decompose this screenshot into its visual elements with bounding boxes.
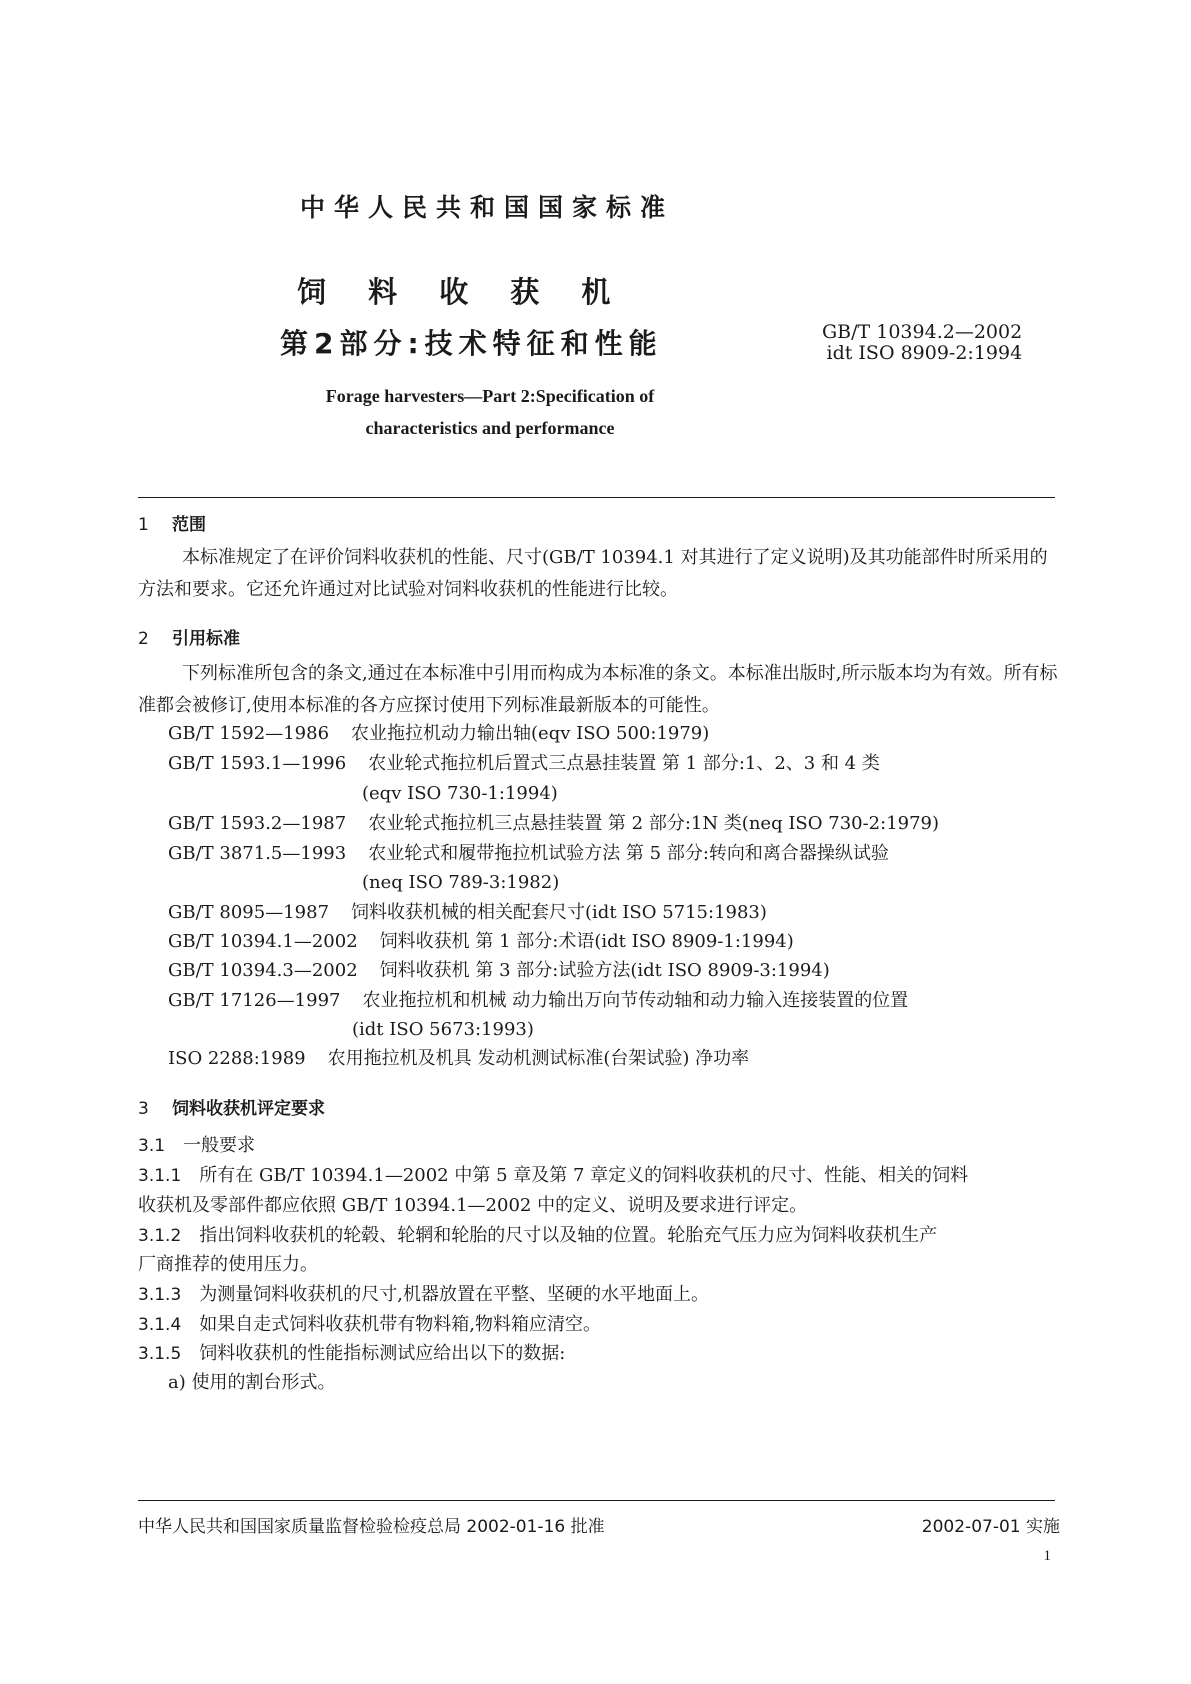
clause-text: 为测量饲料收获机的尺寸,机器放置在平整、坚硬的水平地面上。 [199, 1284, 709, 1305]
title-en-line1: Forage harvesters—Part 2:Specification of [325, 386, 655, 406]
footer-divider [138, 1500, 1055, 1501]
clause-continuation: 厂商推荐的使用压力。 [138, 1254, 318, 1275]
clause-number: 3.1.4 [138, 1315, 182, 1335]
iso-equivalence: idt ISO 8909-2:1994 [826, 342, 1023, 364]
reference-title: 农业拖拉机动力输出轴(eqv ISO 500:1979) [351, 723, 710, 744]
section-2-text: 下列标准所包含的条文,通过在本标准中引用而构成为本标准的条文。本标准出版时,所示版本均为有效。所有标准都会被修订,使用本标准的各方应探讨使用下列标准最新版本的可能性。 [138, 663, 1058, 716]
standard-number: GB/T 10394.2—2002 [822, 321, 1023, 343]
header-divider [138, 497, 1055, 498]
section-1-heading [138, 510, 206, 535]
document-title-en [0, 380, 980, 444]
reference-code: GB/T 1593.2—1987 [168, 813, 347, 834]
reference-item [168, 748, 880, 780]
reference-code: GB/T 3871.5—1993 [168, 843, 347, 864]
section-number: 2 [138, 629, 149, 649]
reference-title: 农业轮式拖拉机三点悬挂装置 第 2 部分:1N 类(neq ISO 730-2:1979) [368, 813, 940, 834]
clause-item [138, 1220, 937, 1252]
standard-number-block [822, 322, 1022, 364]
reference-title: 农业轮式和履带拖拉机试验方法 第 5 部分:转向和离合器操纵试验 [368, 843, 889, 864]
section-2-body [138, 658, 1058, 722]
clause-text: 指出饲料收获机的轮毂、轮辋和轮胎的尺寸以及轴的位置。轮胎充气压力应为饲料收获机生产 [199, 1225, 938, 1246]
reference-code: GB/T 10394.3—2002 [168, 960, 358, 981]
reference-continuation: (idt ISO 5673:1993) [352, 1019, 534, 1040]
clause-item [138, 1338, 565, 1370]
section-number: 1 [138, 515, 149, 535]
section-title: 范围 [172, 515, 206, 535]
effective-date: 2002-07-01 实施 [921, 1517, 1060, 1537]
clause-item [138, 1309, 601, 1341]
clause-number: 3.1.5 [138, 1344, 182, 1364]
section-title: 饲料收获机评定要求 [172, 1099, 325, 1119]
reference-code: GB/T 1593.1—1996 [168, 753, 347, 774]
section-title: 引用标准 [172, 629, 240, 649]
section-number: 3 [138, 1099, 149, 1119]
reference-code: GB/T 17126—1997 [168, 990, 341, 1011]
clause-text: 饲料收获机的性能指标测试应给出以下的数据: [199, 1343, 566, 1364]
reference-item [168, 926, 794, 958]
clause-item [138, 1279, 709, 1311]
clause-text: 所有在 GB/T 10394.1—2002 中第 5 章及第 7 章定义的饲料收获机的尺寸、性能、相关的饲料 [199, 1165, 969, 1186]
section-1-text: 本标准规定了在评价饲料收获机的性能、尺寸(GB/T 10394.1 对其进行了定义说明)及其功能部件时所采用的方法和要求。它还允许通过对比试验对饲料收获机的性能进行比较。 [138, 547, 1048, 600]
reference-item [168, 955, 830, 987]
clause-number: 3.1.2 [138, 1226, 182, 1246]
reference-item [168, 897, 767, 929]
reference-item [168, 808, 939, 840]
document-title-cn: 饲 料 收 获 机 [297, 275, 611, 309]
reference-title: 农业拖拉机和机械 动力输出万向节传动轴和动力输入连接装置的位置 [362, 990, 909, 1011]
clause-number: 3.1.1 [138, 1166, 182, 1186]
reference-title: 饲料收获机械的相关配套尺寸(idt ISO 5715:1983) [351, 902, 767, 923]
clause-text: 一般要求 [183, 1135, 256, 1156]
clause-continuation: 收获机及零部件都应依照 GB/T 10394.1—2002 中的定义、说明及要求进行评定。 [138, 1195, 808, 1216]
clause-text: 如果自走式饲料收获机带有物料箱,物料箱应清空。 [199, 1314, 601, 1335]
document-subtitle-cn: 第2部分:技术特征和性能 [280, 327, 663, 360]
approval-statement: 中华人民共和国国家质量监督检验检疫总局 2002-01-16 批准 [138, 1517, 605, 1537]
reference-continuation: (neq ISO 789-3:1982) [362, 872, 560, 893]
reference-code: GB/T 8095—1987 [168, 902, 330, 923]
clause-item [138, 1130, 255, 1162]
issuing-body-title: 中华人民共和国国家标准 [300, 193, 675, 222]
clause-number: 3.1.3 [138, 1285, 182, 1305]
reference-title: 农用拖拉机及机具 发动机测试标准(台架试验) 净功率 [327, 1048, 750, 1069]
clause-number: 3.1 [138, 1136, 166, 1156]
reference-item [168, 1043, 749, 1075]
reference-title: 农业轮式拖拉机后置式三点悬挂装置 第 1 部分:1、2、3 和 4 类 [368, 753, 880, 774]
reference-item [168, 838, 889, 870]
reference-code: ISO 2288:1989 [168, 1048, 306, 1069]
reference-continuation: (eqv ISO 730-1:1994) [362, 783, 558, 804]
reference-code: GB/T 1592—1986 [168, 723, 330, 744]
section-3-heading [138, 1094, 325, 1119]
reference-item [168, 718, 709, 750]
title-en-line2: characteristics and performance [365, 418, 615, 438]
section-2-heading [138, 624, 240, 649]
list-item-a: a) 使用的割台形式。 [168, 1372, 336, 1393]
page-number: 1 [1043, 1548, 1051, 1564]
reference-title: 饲料收获机 第 1 部分:术语(idt ISO 8909-1:1994) [379, 931, 794, 952]
reference-title: 饲料收获机 第 3 部分:试验方法(idt ISO 8909-3:1994) [379, 960, 830, 981]
reference-code: GB/T 10394.1—2002 [168, 931, 358, 952]
clause-item [138, 1160, 968, 1192]
reference-item [168, 985, 908, 1017]
section-1-body [138, 542, 1058, 606]
